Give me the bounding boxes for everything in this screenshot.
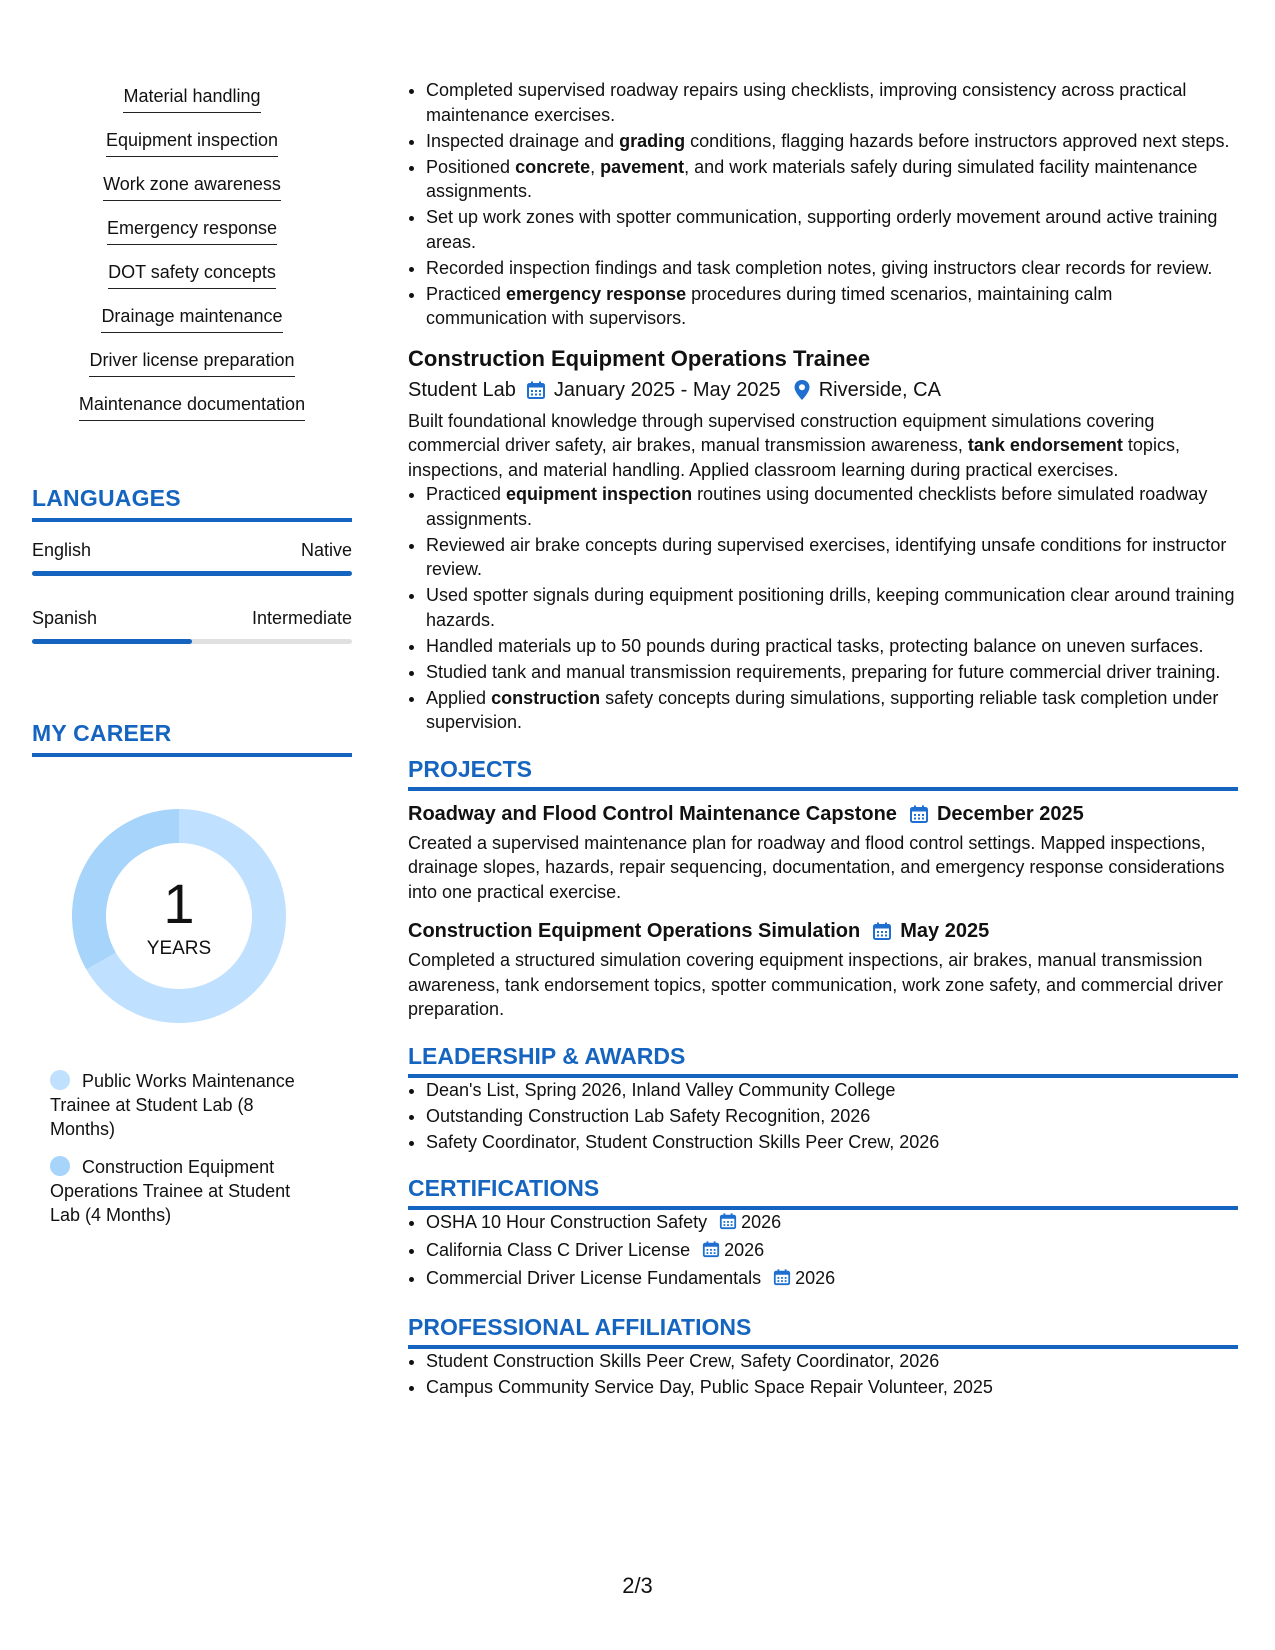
list-item: • Campus Community Service Day, Public Space Repair Volunteer, 2025 — [426, 1375, 1238, 1400]
project-title: Construction Equipment Operations Simulation — [408, 920, 861, 942]
languages-heading: LANGUAGES — [32, 485, 352, 522]
project-date: May 2025 — [900, 920, 990, 942]
page-number: 2/3 — [622, 1573, 653, 1598]
affiliations-list — [408, 1349, 1238, 1400]
job-location: Riverside, CA — [818, 378, 941, 401]
project-title-row — [408, 801, 1238, 827]
certification-item — [426, 1238, 1238, 1265]
bullet-item: • Recorded inspection findings and task completion notes, giving instructors clear records for review. — [426, 256, 1238, 281]
main-column — [408, 78, 1238, 1401]
skill-item: DOT safety concepts — [108, 260, 276, 289]
bullet-item: • Practiced emergency response procedures during timed scenarios, maintaining calm communication with supervisors. — [426, 282, 1238, 331]
language-proficiency-fill — [32, 571, 352, 576]
project-date: December 2025 — [936, 802, 1084, 825]
leadership-list — [408, 1078, 1238, 1155]
skills-list — [32, 84, 352, 436]
bullet-item: • Studied tank and manual transmission requirements, preparing for future commercial driver training. — [426, 660, 1238, 685]
bullet-item: • Practiced equipment inspection routines using documented checklists before simulated roadway assignments. — [426, 482, 1238, 531]
job-bullets — [408, 482, 1238, 735]
job-dates: January 2025 - May 2025 — [553, 378, 781, 401]
career-legend — [50, 1069, 352, 1227]
list-item: • Student Construction Skills Peer Crew, Safety Coordinator, 2026 — [426, 1349, 1238, 1374]
legend-label: Public Works Maintenance Trainee at Student Lab (8 Months) — [50, 1071, 295, 1139]
career-donut-chart — [64, 801, 294, 1031]
bullet-item: • Completed supervised roadway repairs using checklists, improving consistency across practical maintenance exercises. — [426, 78, 1238, 127]
certification-year: 2026 — [795, 1268, 836, 1288]
project-entry — [408, 801, 1238, 905]
calendar-icon — [872, 921, 892, 941]
career-years-unit: YEARS — [146, 938, 212, 959]
bullet-item: • Reviewed air brake concepts during supervised exercises, identifying unsafe conditions for instructor review. — [426, 533, 1238, 582]
language-row — [32, 540, 352, 561]
certification-name: California Class C Driver License — [426, 1240, 691, 1260]
bullet-item: • Applied construction safety concepts during simulations, supporting reliable task completion under supervision. — [426, 686, 1238, 735]
job-title: Construction Equipment Operations Trainee — [408, 345, 871, 371]
skill-item: Driver license preparation — [89, 348, 294, 377]
certification-name: Commercial Driver License Fundamentals — [426, 1268, 762, 1288]
calendar-icon — [719, 1212, 737, 1237]
language-level: Native — [300, 540, 352, 560]
skill-item: Work zone awareness — [103, 172, 281, 201]
projects-heading: PROJECTS — [408, 755, 1238, 791]
skill-item: Maintenance documentation — [79, 392, 305, 421]
career-legend-item — [50, 1155, 320, 1227]
calendar-icon — [526, 380, 546, 400]
project-title-row — [408, 918, 1238, 944]
language-row — [32, 608, 352, 629]
affiliations-heading: PROFESSIONAL AFFILIATIONS — [408, 1313, 1238, 1349]
skill-item: Material handling — [123, 84, 260, 113]
project-title: Roadway and Flood Control Maintenance Capstone — [408, 802, 897, 825]
legend-dot — [50, 1156, 70, 1176]
job-meta — [408, 377, 1238, 403]
language-level: Intermediate — [251, 608, 352, 628]
project-description: Created a supervised maintenance plan for roadway and flood control settings. Mapped inspections, drainage slopes, hazards, repair sequencing, documentation, and emergency response considerations into one practical exercise. — [408, 832, 1225, 902]
certification-year: 2026 — [741, 1212, 782, 1232]
skill-item: Emergency response — [107, 216, 277, 245]
skill-item: Drainage maintenance — [101, 304, 282, 333]
legend-dot — [50, 1070, 70, 1090]
list-item: • Outstanding Construction Lab Safety Recognition, 2026 — [426, 1104, 1238, 1129]
language-name: English — [32, 540, 92, 560]
languages-section — [32, 485, 352, 644]
project-description: Completed a structured simulation covering equipment inspections, air brakes, manual transmission awareness, tank endorsement topics, spotter communication, work zone safety, and commercial driver preparation. — [408, 950, 1224, 1019]
certification-item — [426, 1266, 1238, 1293]
sidebar — [32, 84, 352, 1241]
bullet-item: • Inspected drainage and grading conditions, flagging hazards before instructors approved next steps. — [426, 129, 1238, 154]
calendar-icon — [702, 1240, 720, 1265]
calendar-icon — [909, 804, 929, 824]
legend-label: Construction Equipment Operations Trainee at Student Lab (4 Months) — [50, 1157, 291, 1225]
language-proficiency-bar — [32, 571, 352, 576]
career-legend-item — [50, 1069, 320, 1141]
career-section — [32, 720, 352, 1227]
list-item: • Dean's List, Spring 2026, Inland Valley Community College — [426, 1078, 1238, 1103]
career-heading: MY CAREER — [32, 720, 352, 757]
bullet-item: • Handled materials up to 50 pounds during practical tasks, protecting balance on uneven surfaces. — [426, 634, 1238, 659]
certification-item — [426, 1210, 1238, 1237]
project-entry — [408, 918, 1238, 1022]
bullet-item: • Set up work zones with spotter communication, supporting orderly movement around active training areas. — [426, 205, 1238, 254]
skill-item: Equipment inspection — [106, 128, 278, 157]
certification-name: OSHA 10 Hour Construction Safety — [426, 1212, 708, 1232]
job-description: Built foundational knowledge through supervised construction equipment simulations covering commercial driver safety, air brakes, manual transmission awareness, tank endorsement topics, inspections, and material handling. Applied classroom learning during practical exercises. — [408, 410, 1180, 480]
leadership-heading: LEADERSHIP & AWARDS — [408, 1042, 1238, 1078]
certification-year: 2026 — [724, 1240, 765, 1260]
job-entry — [408, 345, 1238, 735]
certifications-list — [408, 1210, 1238, 1293]
language-name: Spanish — [32, 608, 98, 628]
job-company: Student Lab — [408, 378, 516, 401]
certifications-heading: CERTIFICATIONS — [408, 1174, 1238, 1210]
previous-job-bullets — [408, 78, 1238, 331]
list-item: • Safety Coordinator, Student Construction Skills Peer Crew, 2026 — [426, 1130, 1238, 1155]
language-proficiency-fill — [32, 639, 192, 644]
calendar-icon — [773, 1268, 791, 1293]
language-proficiency-bar — [32, 639, 352, 644]
bullet-item: • Used spotter signals during equipment positioning drills, keeping communication clear around training hazards. — [426, 583, 1238, 632]
career-years-number: 1 — [163, 872, 195, 935]
map-pin-icon — [793, 379, 811, 401]
donut-center — [64, 801, 294, 1031]
bullet-item: • Positioned concrete, pavement, and work materials safely during simulated facility maintenance assignments. — [426, 155, 1238, 204]
